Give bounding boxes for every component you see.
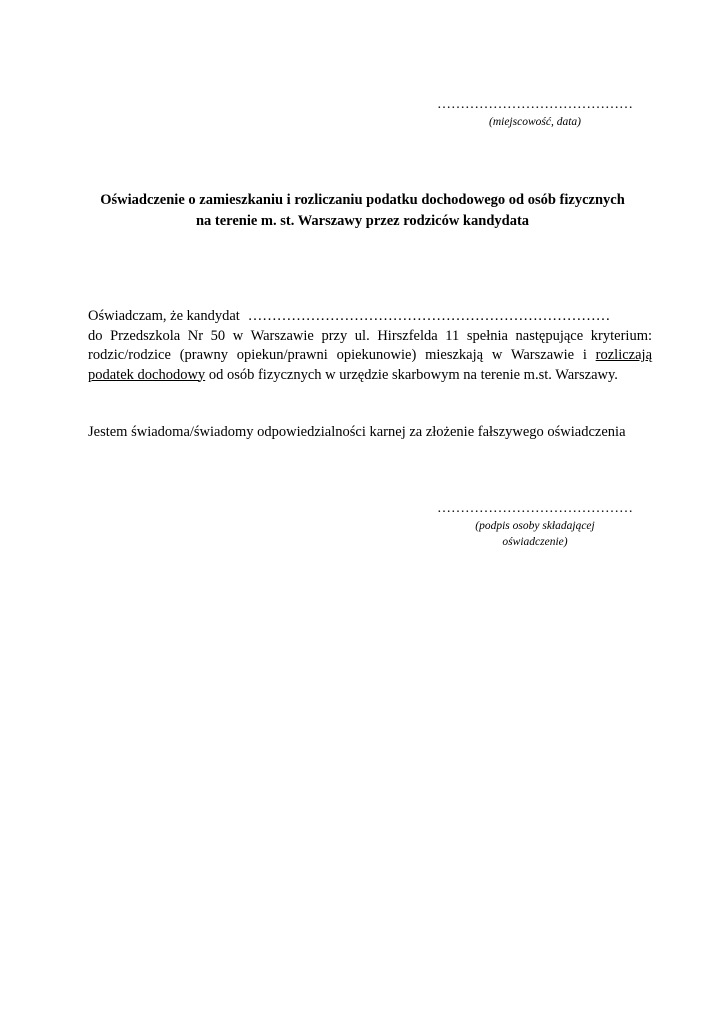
declaration-line-3 <box>88 346 652 366</box>
declaration-line-4 <box>88 366 652 386</box>
place-date-block <box>410 96 660 130</box>
document-title <box>60 190 665 232</box>
declaration-line-1 <box>88 307 652 327</box>
declaration-line-3-start: rodzic/rodzice (prawny opiekun/prawni opiekunowie) mieszkają w Warszawie i <box>88 347 596 363</box>
declaration-line-2: do Przedszkola Nr 50 w Warszawie przy ul. Hirszfelda 11 spełnia następujące kryterium: <box>88 327 652 344</box>
document-title-line-1: Oświadczenie o zamieszkaniu i rozliczaniu podatku dochodowego od osób fizycznych <box>100 192 625 208</box>
signature-block <box>410 500 660 550</box>
signature-dotted-line: …………………………………… <box>437 501 633 516</box>
place-date-caption: (miejscowość, data) <box>489 116 581 128</box>
signature-caption-line-1: (podpis osoby składającej <box>475 520 595 532</box>
declaration-lead: Oświadczam, że kandydat <box>88 308 240 324</box>
awareness-statement: Jestem świadoma/świadomy odpowiedzialności karnej za złożenie fałszywego oświadczenia <box>88 424 626 440</box>
declaration-underlined-income-tax: podatek dochodowy <box>88 366 206 383</box>
candidate-name-dotted-line: ………………………………………………………………… <box>247 308 611 324</box>
place-date-dotted-line: …………………………………… <box>437 97 633 112</box>
signature-caption-line-2: oświadczenie) <box>502 536 568 548</box>
declaration-line-4-rest: od osób fizycznych w urzędzie skarbowym na terenie m.st. Warszawy. <box>205 366 618 383</box>
declaration-paragraph <box>88 307 652 385</box>
document-title-line-2: na terenie m. st. Warszawy przez rodziców kandydata <box>195 213 530 229</box>
declaration-underlined-settle: rozliczają <box>595 347 652 363</box>
